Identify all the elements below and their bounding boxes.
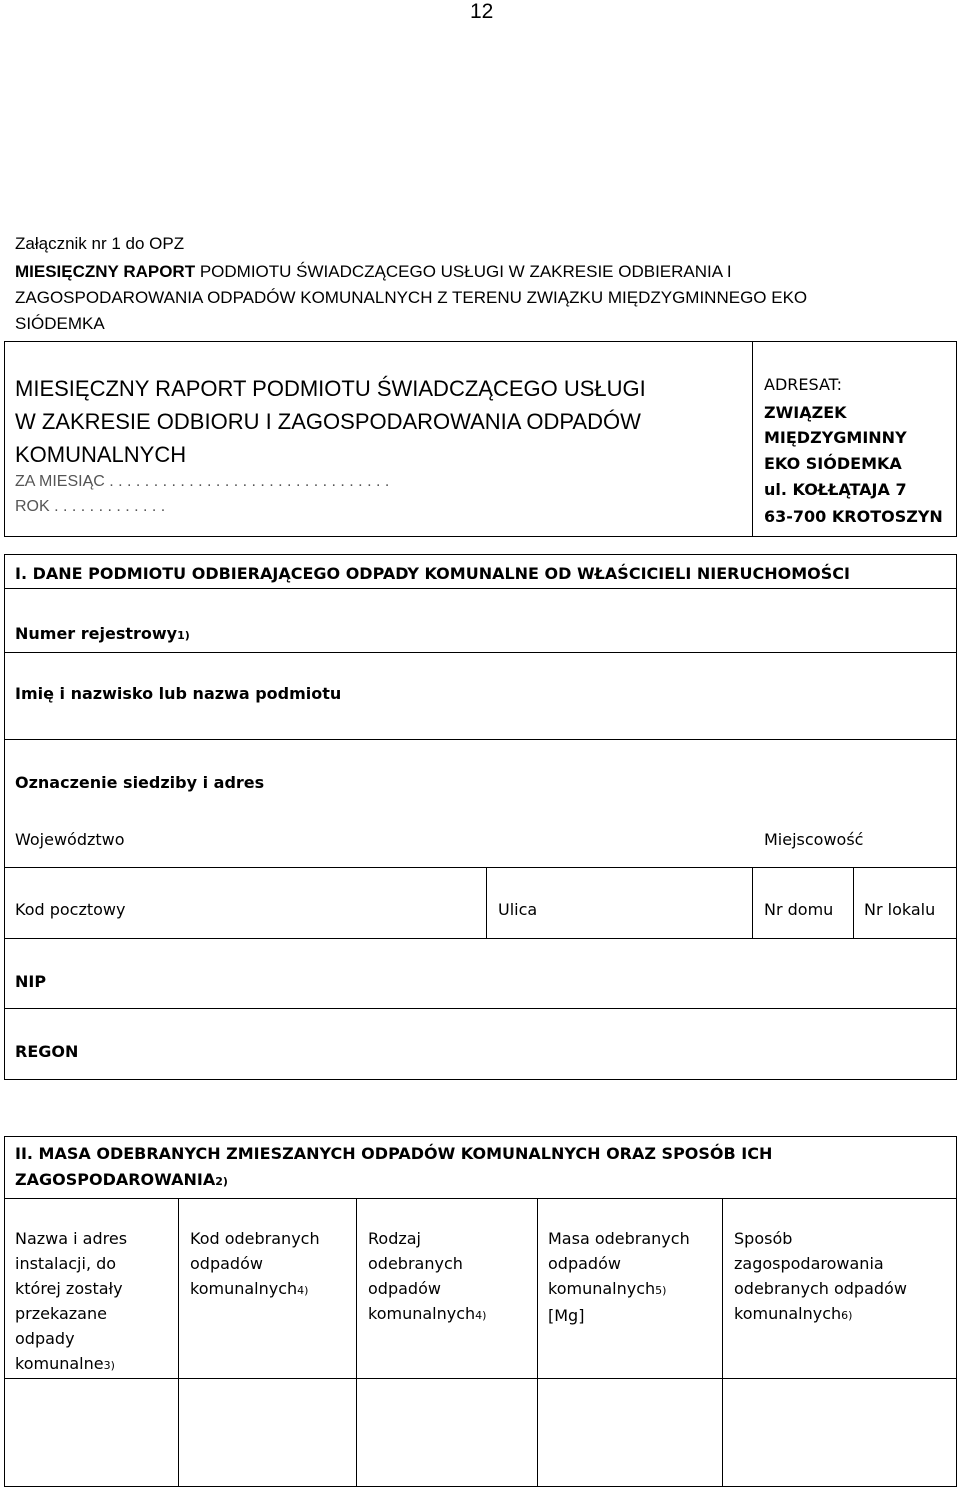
section-2-heading-line-1: II. MASA ODEBRANYCH ZMIESZANYCH ODPADÓW KOMUNALNYCH ORAZ SPOSÓB ICH: [15, 1144, 773, 1163]
column-header-line: [190, 1251, 320, 1276]
cell-divider: [752, 867, 753, 938]
column-header-line: [548, 1276, 690, 1303]
column-header-text: instalacji, do: [15, 1254, 117, 1273]
section-2-heading-line-2: [15, 1170, 228, 1189]
seat-address-label: Oznaczenie siedziby i adres: [15, 773, 265, 792]
document-title-rest: PODMIOTU ŚWIADCZĄCEGO USŁUGI W ZAKRESIE ODBIERANIA I: [195, 262, 732, 281]
registry-footnote: 1): [177, 629, 190, 642]
registry-label-text: Numer rejestrowy: [15, 624, 178, 643]
column-header-text: komunalne: [15, 1354, 104, 1373]
column-header-line: [190, 1276, 320, 1303]
page-number: 12: [470, 0, 494, 23]
column-header-text: przekazane: [15, 1304, 107, 1323]
nip-field[interactable]: NIP: [15, 972, 47, 991]
column-header-line: [15, 1276, 127, 1301]
column-header-line: [734, 1226, 907, 1251]
column-header-line: [368, 1226, 486, 1251]
column-footnote: 6): [841, 1309, 853, 1322]
document-title-line-1: [15, 262, 732, 282]
column-header-text: której zostały: [15, 1279, 123, 1298]
report-title-line-3: KOMUNALNYCH: [15, 442, 187, 467]
column-header-line: [368, 1276, 486, 1301]
column-header-5: [734, 1226, 907, 1328]
column-footnote: 5): [655, 1284, 667, 1297]
column-footnote: 4): [297, 1284, 309, 1297]
column-header-1: [15, 1226, 127, 1378]
addressee-line-5: 63-700 KROTOSZYN: [764, 507, 943, 526]
annex-label: Załącznik nr 1 do OPZ: [15, 234, 185, 253]
column-header-line: [15, 1226, 127, 1251]
column-header-line: [15, 1301, 127, 1326]
flat-number-field[interactable]: Nr lokalu: [864, 900, 936, 919]
cell-divider: [853, 867, 854, 938]
column-footnote: 4): [475, 1309, 487, 1322]
column-header-text: odpadów: [190, 1254, 263, 1273]
column-header-text: [Mg]: [548, 1306, 585, 1325]
column-header-text: Masa odebranych: [548, 1229, 690, 1248]
addressee-line-3: EKO SIÓDEMKA: [764, 454, 902, 473]
addressee-label: ADRESAT:: [764, 375, 843, 394]
column-header-text: zagospodarowania: [734, 1254, 884, 1273]
column-header-2: [190, 1226, 320, 1303]
column-header-text: odebranych odpadów: [734, 1279, 907, 1298]
column-header-text: odpady: [15, 1329, 75, 1348]
column-header-3: [368, 1226, 486, 1328]
cell-divider: [486, 867, 487, 938]
voivodeship-field[interactable]: Województwo: [15, 830, 125, 849]
column-header-line: [734, 1301, 907, 1328]
document-title-bold: MIESIĘCZNY RAPORT: [15, 262, 196, 281]
row-divider: [4, 1198, 957, 1199]
column-header-line: [734, 1251, 907, 1276]
addressee-line-2: MIĘDZYGMINNY: [764, 428, 907, 447]
column-header-line: [15, 1251, 127, 1276]
column-header-text: komunalnych: [190, 1279, 298, 1298]
column-header-line: [734, 1276, 907, 1301]
column-header-text: komunalnych: [368, 1304, 476, 1323]
column-header-text: odebranych: [368, 1254, 463, 1273]
entity-name-label: Imię i nazwisko lub nazwa podmiotu: [15, 684, 342, 703]
house-number-field[interactable]: Nr domu: [764, 900, 834, 919]
row-divider: [4, 938, 957, 939]
addressee-line-4: ul. KOŁŁĄTAJA 7: [764, 480, 907, 499]
column-divider: [537, 1198, 538, 1487]
column-header-text: komunalnych: [734, 1304, 842, 1323]
addressee-line-1: ZWIĄZEK: [764, 403, 847, 422]
column-header-text: komunalnych: [548, 1279, 656, 1298]
report-title-line-1: MIESIĘCZNY RAPORT PODMIOTU ŚWIADCZĄCEGO USŁUGI: [15, 376, 646, 401]
month-field[interactable]: ZA MIESIĄC . . . . . . . . . . . . . . . . . . . . . . . . . . . . . . . .: [15, 473, 390, 490]
column-header-text: Nazwa i adres: [15, 1229, 128, 1248]
row-divider: [4, 652, 957, 653]
report-title-line-2: W ZAKRESIE ODBIORU I ZAGOSPODAROWANIA ODPADÓW: [15, 409, 641, 434]
column-header-text: Sposób: [734, 1229, 793, 1248]
column-header-line: [368, 1301, 486, 1328]
column-header-line: [548, 1303, 690, 1328]
report-box-divider: [752, 341, 753, 537]
regon-field[interactable]: REGON: [15, 1042, 79, 1061]
column-header-text: odpadów: [548, 1254, 621, 1273]
row-divider: [4, 739, 957, 740]
column-header-text: odpadów: [368, 1279, 441, 1298]
section-2-heading-text: ZAGOSPODAROWANIA: [15, 1170, 216, 1189]
column-header-line: [548, 1226, 690, 1251]
column-header-line: [190, 1226, 320, 1251]
column-divider: [356, 1198, 357, 1487]
column-header-text: Kod odebranych: [190, 1229, 320, 1248]
row-divider: [4, 1378, 957, 1379]
street-field[interactable]: Ulica: [498, 900, 538, 919]
column-header-line: [548, 1251, 690, 1276]
column-header-4: [548, 1226, 690, 1328]
column-header-line: [15, 1351, 127, 1378]
row-divider: [4, 588, 957, 589]
document-title-line-2: ZAGOSPODAROWANIA ODPADÓW KOMUNALNYCH Z TERENU ZWIĄZKU MIĘDZYGMINNEGO EKO: [15, 288, 808, 307]
row-divider: [4, 867, 957, 868]
column-divider: [722, 1198, 723, 1487]
year-field[interactable]: ROK . . . . . . . . . . . . .: [15, 498, 166, 515]
column-footnote: 3): [103, 1359, 115, 1372]
column-header-line: [368, 1251, 486, 1276]
column-header-text: Rodzaj: [368, 1229, 421, 1248]
document-title-line-3: SIÓDEMKA: [15, 314, 105, 333]
column-divider: [178, 1198, 179, 1487]
row-divider: [4, 1008, 957, 1009]
column-header-line: [15, 1326, 127, 1351]
town-field[interactable]: Miejscowość: [764, 830, 864, 849]
section-1-heading: I. DANE PODMIOTU ODBIERAJĄCEGO ODPADY KOMUNALNE OD WŁAŚCICIELI NIERUCHOMOŚCI: [15, 564, 850, 583]
postcode-field[interactable]: Kod pocztowy: [15, 900, 126, 919]
registry-number-label: [15, 624, 190, 643]
section-2-footnote: 2): [215, 1175, 228, 1188]
